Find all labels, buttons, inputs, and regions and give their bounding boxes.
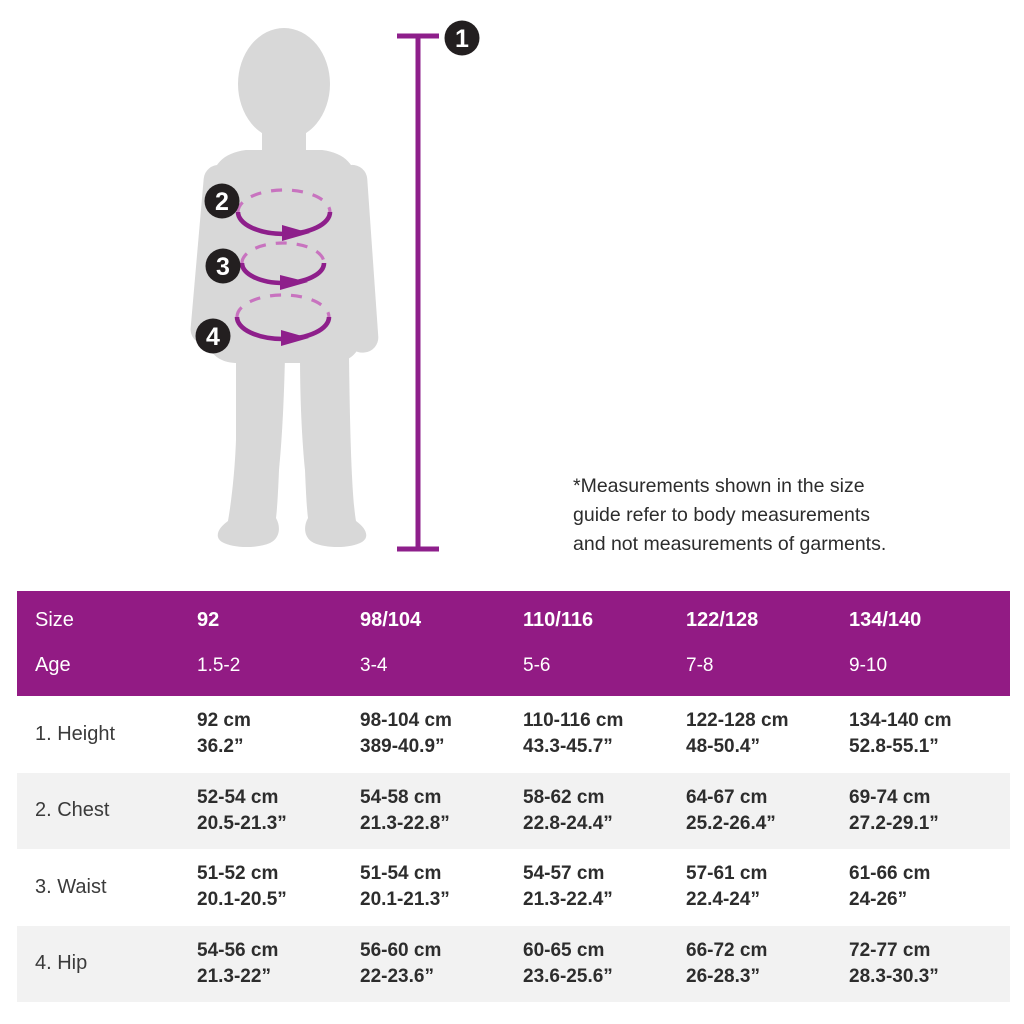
table-row-height [17, 696, 1010, 773]
measurement-cell [849, 938, 1010, 990]
header-size-value: 92 [197, 609, 220, 631]
measurement-cell [686, 861, 849, 913]
header-size-value: 122/128 [686, 609, 759, 631]
inch-value: 22.8-24.4” [523, 812, 613, 834]
measurement-cell [849, 708, 1010, 760]
badge-height [445, 21, 480, 56]
row-label: 1. Height [35, 722, 116, 745]
inch-value: 389-40.9” [360, 736, 445, 758]
inch-value: 26-28.3” [686, 965, 760, 987]
row-label: 4. Hip [35, 952, 88, 975]
inch-value: 21.3-22.4” [523, 889, 613, 911]
inch-value: 22.4-24” [686, 889, 760, 911]
cm-value: 52-54 cm [197, 786, 279, 808]
header-size-value: 98/104 [360, 609, 422, 631]
measurement-cell [360, 861, 523, 913]
table-row-waist [17, 849, 1010, 926]
badge-hip [196, 319, 231, 354]
inch-value: 21.3-22.8” [360, 812, 450, 834]
cm-value: 56-60 cm [360, 939, 442, 961]
badge-chest [205, 184, 240, 219]
header-age-value: 7-8 [686, 654, 714, 676]
cm-value: 69-74 cm [849, 786, 931, 808]
inch-value: 43.3-45.7” [523, 736, 613, 758]
row-label: 2. Chest [35, 799, 110, 822]
header-age-label: Age [35, 654, 71, 676]
cm-value: 110-116 cm [523, 710, 624, 732]
badge-height-number: 1 [455, 25, 469, 53]
cm-value: 134-140 cm [849, 710, 952, 732]
size-guide-table [17, 591, 1010, 1002]
header-age-value: 3-4 [360, 654, 388, 676]
cm-value: 54-56 cm [197, 939, 279, 961]
note-line: *Measurements shown in the size [573, 475, 865, 497]
badge-waist [206, 249, 241, 284]
inch-value: 52.8-55.1” [849, 736, 939, 758]
row-label: 3. Waist [35, 875, 107, 898]
table-row-hip [17, 926, 1010, 1003]
measurement-cell [849, 861, 1010, 913]
header-size-row [17, 598, 1010, 643]
measurement-note [573, 472, 963, 559]
cm-value: 60-65 cm [523, 939, 605, 961]
note-line: and not measurements of garments. [573, 533, 887, 555]
measurement-cell [523, 861, 686, 913]
cm-value: 72-77 cm [849, 939, 931, 961]
measurement-cell [197, 861, 360, 913]
cm-value: 64-67 cm [686, 786, 768, 808]
header-size-label: Size [35, 609, 74, 631]
cm-value: 61-66 cm [849, 863, 931, 885]
cm-value: 98-104 cm [360, 710, 452, 732]
cm-value: 66-72 cm [686, 939, 768, 961]
measurement-cell [360, 708, 523, 760]
inch-value: 48-50.4” [686, 736, 760, 758]
inch-value: 20.1-20.5” [197, 889, 287, 911]
table-header [17, 591, 1010, 696]
cm-value: 58-62 cm [523, 786, 605, 808]
inch-value: 25.2-26.4” [686, 812, 776, 834]
badge-chest-number: 2 [215, 188, 229, 216]
header-size-value: 110/116 [523, 609, 594, 631]
inch-value: 27.2-29.1” [849, 812, 939, 834]
measurement-cell [197, 708, 360, 760]
cm-value: 54-57 cm [523, 863, 605, 885]
height-measure-line-icon [397, 36, 439, 549]
cm-value: 54-58 cm [360, 786, 442, 808]
measurement-cell [523, 938, 686, 990]
measurement-cell [360, 938, 523, 990]
measurement-cell [849, 785, 1010, 837]
inch-value: 23.6-25.6” [523, 965, 613, 987]
cm-value: 51-54 cm [360, 863, 442, 885]
measurement-cell [360, 785, 523, 837]
header-size-value: 134/140 [849, 609, 922, 631]
inch-value: 20.1-21.3” [360, 889, 450, 911]
cm-value: 57-61 cm [686, 863, 768, 885]
header-age-row [17, 643, 1010, 688]
table-row-chest [17, 773, 1010, 850]
measurement-cell [523, 785, 686, 837]
inch-value: 24-26” [849, 889, 908, 911]
measurement-cell [197, 785, 360, 837]
measurement-cell [523, 708, 686, 760]
inch-value: 28.3-30.3” [849, 965, 939, 987]
badge-waist-number: 3 [216, 253, 230, 281]
header-age-value: 9-10 [849, 654, 888, 676]
measurement-cell [197, 938, 360, 990]
header-age-value: 1.5-2 [197, 654, 241, 676]
inch-value: 36.2” [197, 736, 244, 758]
cm-value: 122-128 cm [686, 710, 789, 732]
inch-value: 20.5-21.3” [197, 812, 287, 834]
measurement-cell [686, 785, 849, 837]
measurement-cell [686, 938, 849, 990]
badge-hip-number: 4 [206, 323, 220, 351]
cm-value: 92 cm [197, 710, 251, 732]
inch-value: 22-23.6” [360, 965, 434, 987]
inch-value: 21.3-22” [197, 965, 271, 987]
cm-value: 51-52 cm [197, 863, 279, 885]
header-age-value: 5-6 [523, 654, 551, 676]
note-line: guide refer to body measurements [573, 504, 870, 526]
measurement-cell [686, 708, 849, 760]
